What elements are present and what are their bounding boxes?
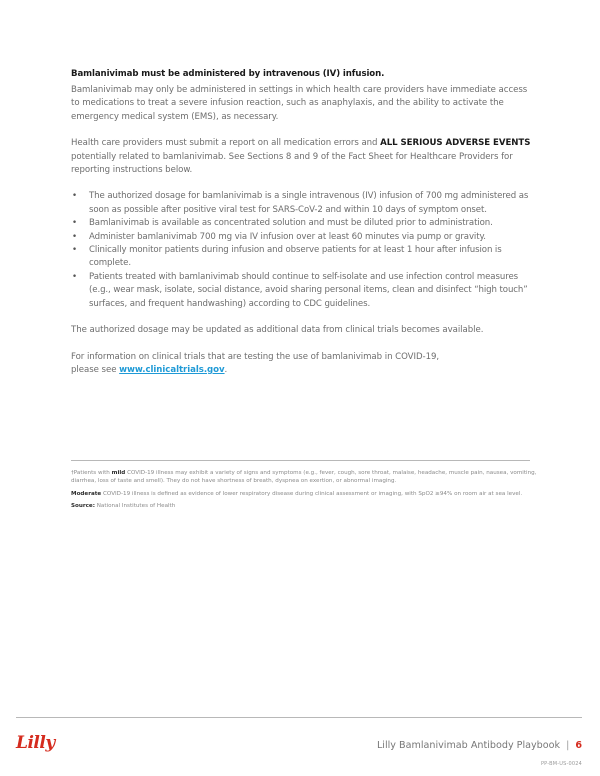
bullet-icon: • bbox=[72, 271, 77, 282]
footnotes bbox=[71, 469, 541, 515]
main-content bbox=[71, 68, 531, 377]
adverse-events-emphasis: ALL SERIOUS ADVERSE EVENTS bbox=[380, 138, 531, 149]
clinical-trials-text: For information on clinical trials that are testing the use of bamlanivimab in COVID-19, bbox=[71, 351, 440, 362]
bullet-icon: • bbox=[72, 218, 77, 229]
footnote-divider bbox=[71, 460, 530, 461]
reporting-text: Health care providers must submit a report on all medication errors and bbox=[71, 138, 381, 149]
clinical-trials-see: please see bbox=[71, 364, 120, 375]
source-label: Source: bbox=[71, 503, 95, 510]
paragraph-settings: Bamlanivimab may only be administered in settings in which health care providers have immediate access to medications to treat a severe infusion reaction, such as anaphylaxis, and the ability to activate the emergency medical system (EMS), as necessary. bbox=[71, 85, 528, 122]
document-code: PP-BM-US-0024 bbox=[540, 761, 582, 767]
footnote-text: COVID-19 illness is defined as evidence of lower respiratory disease during clinical assessment or imaging, with SpO2 ≥94% on room air at sea level. bbox=[101, 490, 523, 497]
list-item-text: Bamlanivimab is available as concentrated solution and must be diluted prior to administration. bbox=[89, 218, 493, 229]
moderate-emphasis: Moderate bbox=[71, 490, 102, 497]
section-heading: Bamlanivimab must be administered by intravenous (IV) infusion. bbox=[71, 69, 385, 79]
separator: | bbox=[566, 740, 570, 751]
list-item bbox=[71, 271, 531, 311]
list-item-text: Clinically monitor patients during infusion and observe patients for at least 1 hour after infusion is complete. bbox=[89, 245, 502, 269]
list-item bbox=[71, 244, 531, 271]
list-item bbox=[71, 231, 531, 244]
bullet-icon: • bbox=[72, 245, 77, 256]
lilly-logo: Lilly bbox=[16, 733, 55, 753]
publication-title: Lilly Bamlanivimab Antibody Playbook bbox=[376, 740, 561, 751]
period: . bbox=[224, 364, 228, 375]
bullet-icon: • bbox=[72, 191, 77, 202]
reporting-text-cont: potentially related to bamlanivimab. See Sections 8 and 9 of the Fact Sheet for Healthcare Providers for reporting instructions below. bbox=[71, 151, 513, 176]
list-item bbox=[71, 190, 531, 217]
clinicaltrials-link[interactable]: www.clinicaltrials.gov bbox=[119, 364, 225, 375]
footnote-moderate bbox=[71, 490, 541, 498]
paragraph-clinical-trials bbox=[71, 351, 531, 378]
footer-divider bbox=[16, 717, 582, 718]
list-item-text: Administer bamlanivimab 700 mg via IV infusion over at least 60 minutes via pump or gravity. bbox=[89, 231, 486, 242]
source-text: National Institutes of Health bbox=[94, 503, 176, 510]
footnote-mild bbox=[71, 469, 541, 486]
footnote-text: COVID-19 illness may exhibit a variety of signs and symptoms (e.g., fever, cough, sore throat, malaise, headache, muscle pain, nausea, vomiting, diarrhea, loss of taste and smell). They do not have shortness of breath, dyspnea on exertion, or abnormal imaging. bbox=[71, 470, 537, 485]
paragraph-reporting bbox=[71, 137, 531, 177]
paragraph-dosage-update: The authorized dosage may be updated as additional data from clinical trials becomes available. bbox=[71, 325, 484, 336]
list-item-text: Patients treated with bamlanivimab should continue to self-isolate and use infection control measures (e.g., wear mask, isolate, social distance, avoid sharing personal items, clean and disinfect “high touch” surfaces, and frequent handwashing) according to CDC guidelines. bbox=[89, 271, 528, 309]
list-item bbox=[71, 217, 531, 230]
footer-title bbox=[377, 740, 582, 751]
mild-emphasis: mild bbox=[111, 470, 126, 476]
bullet-icon: • bbox=[72, 231, 77, 242]
footnote-text: †Patients with bbox=[71, 470, 112, 476]
dosage-bullet-list bbox=[71, 190, 531, 311]
list-item-text: The authorized dosage for bamlanivimab is a single intravenous (IV) infusion of 700 mg administered as soon as possible after positive viral test for SARS-CoV-2 and within 10 days of symptom onset. bbox=[89, 191, 529, 215]
footnote-source bbox=[71, 502, 541, 510]
page-number: 6 bbox=[575, 740, 582, 751]
